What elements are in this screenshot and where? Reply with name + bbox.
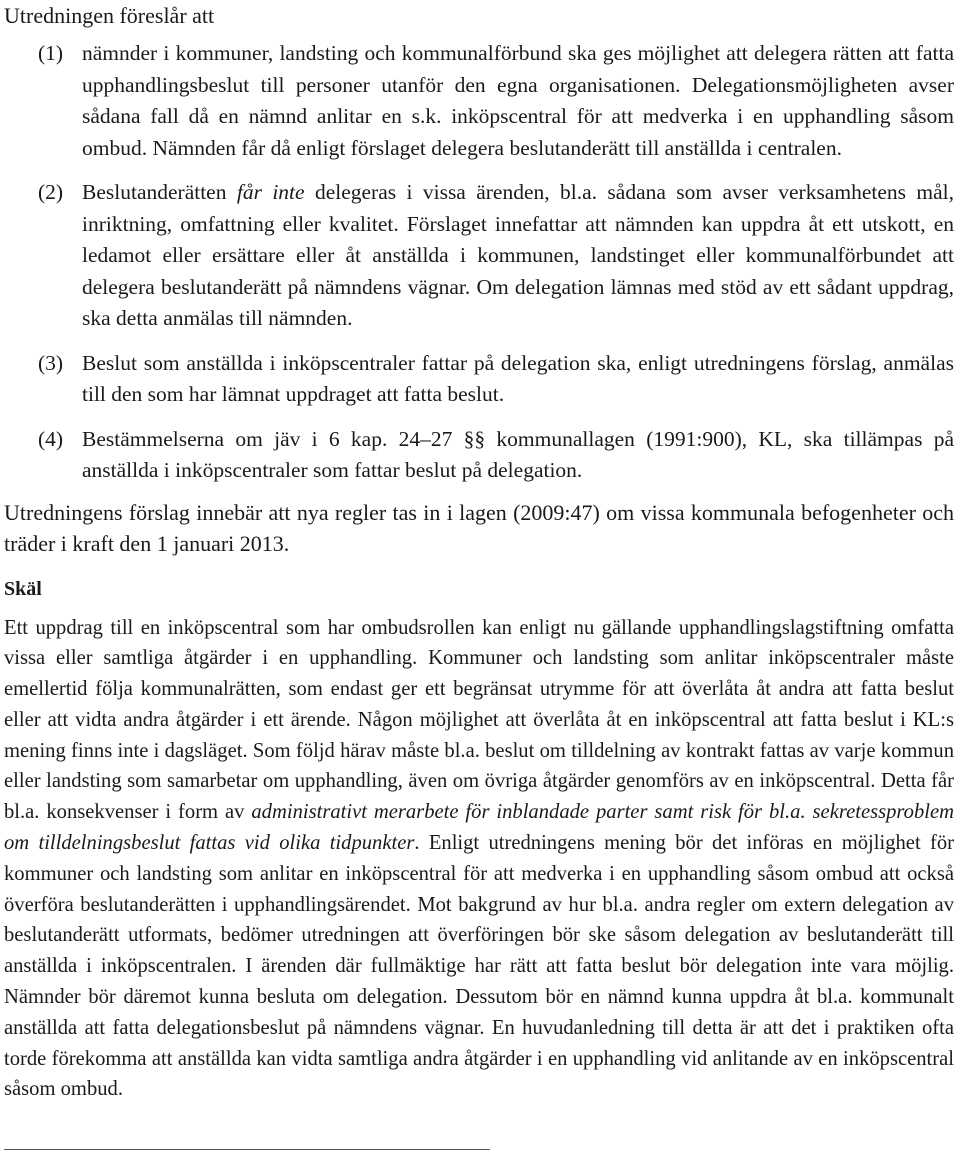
reasons-text-emphasis: administrativt merarbete för inblandade parter samt risk för bl.a. sekretessproblem om tilldelningsbeslut fattas vid olika tidpunkter — [4, 801, 954, 855]
item-text: Bestämmelserna om jäv i 6 kap. 24–27 §§ kommunallagen (1991:900), KL, ska tillämpas på anställda i inköpscentraler som fattar beslut på delegation. — [82, 426, 954, 482]
item-text: Beslut som anställda i inköpscentraler fattar på delegation ska, enligt utredningens förslag, anmälas till den som har lämnat uppdraget att fatta beslut. — [82, 350, 954, 406]
summary-paragraph: Utredningens förslag innebär att nya regler tas in i lagen (2009:47) om vissa kommunala befogenheter och träder i kraft den 1 januari 2013. — [4, 499, 954, 556]
item-number: (4) — [38, 426, 64, 451]
reasons-text-start: Ett uppdrag till en inköpscentral som har ombudsrollen kan enligt nu gällande upphandlingslagstiftning omfatta vissa eller samtliga åtgärder i en upphandling. Kommuner och landsting som anlitar inköpscentraler måste emellertid följa kommunalrätten, som endast ger ett begränsat utrymme för att överlåta åt andra att fatta beslut eller att vidta andra åtgärder i ett ärende. Någon möjlighet att överlåta åt en inköpscentral att fatta beslut i KL:s mening finns inte i dagsläget. Som följd härav måste bl.a. beslut om tilldelning av kontrakt fattas av varje kommun eller landsting som samarbetar om upphandling, även om övriga åtgärder genomförs av en inköpscentral. Detta får bl.a. konsekvenser i form av — [4, 616, 954, 824]
item-number: (1) — [38, 41, 64, 65]
item-number: (3) — [38, 350, 64, 375]
item-text: nämnder i kommuner, landsting och kommunalförbund ska ges möjlighet att delegera rätten att fatta upphandlingsbeslut till personer utanför den egna organisationen. Delegationsmöjligheten avser sådana fall då en nämnd anlitar en s.k. inköpscentral för att medverka i en upphandling såsom ombud. Nämnden får då enligt förslaget delegera beslutanderätt till anställda i centralen. — [82, 41, 954, 160]
proposal-item-2 — [38, 177, 954, 335]
intro-text: Utredningen föreslår att — [4, 3, 215, 28]
proposal-item-1 — [38, 38, 954, 164]
item-text-start: Beslutanderätten — [82, 180, 237, 204]
item-text-end: delegeras i vissa ärenden, bl.a. sådana som avser verksamhetens mål, inriktning, omfattning eller kvalitet. Förslaget innefattar att nämnden kan uppdra åt ett utskott, en ledamot eller ersättare eller åt anställda i kommunen, landstinget eller kommunalförbundet att delegera beslutanderätt på nämndens vägnar. Om delegation lämnas med stöd av ett sådant uppdrag, ska detta anmälas till nämnden. — [82, 180, 954, 330]
item-text-emphasis: får inte — [236, 180, 305, 204]
footnote-divider — [4, 1149, 490, 1150]
document-page — [4, 0, 954, 1105]
reasons-paragraph — [4, 613, 954, 1106]
section-heading: Skäl — [4, 577, 42, 600]
reasons-text-end: . Enligt utredningens mening bör det införas en möjlighet för kommuner och landsting som anlitar en inköpscentral för att medverka i en upphandling såsom ombud att också överföra beslutanderätten i upphandlingsärendet. Mot bakgrund av hur bl.a. andra regler om extern delegation av beslutanderätt utformats, bedömer utredningen att överföringen bör ske såsom delegation av beslutanderätt till anställda i inköpscentralen. I ärenden där fullmäktige har rätt att fatta beslut bör delegation inte vara möjlig. Nämnder bör däremot kunna besluta om delegation. Dessutom bör en nämnd kunna uppdra åt bl.a. kommunalt anställda att fatta delegationsbeslut på nämndens vägnar. En huvudanledning till detta är att det i praktiken ofta torde förekomma att anställda kan vidta samtliga andra åtgärder i en upphandling vid anlitande av en inköpscentral såsom ombud. — [4, 832, 954, 1101]
proposal-item-4 — [38, 424, 954, 487]
proposal-item-3 — [38, 348, 954, 411]
item-number: (2) — [38, 180, 64, 204]
